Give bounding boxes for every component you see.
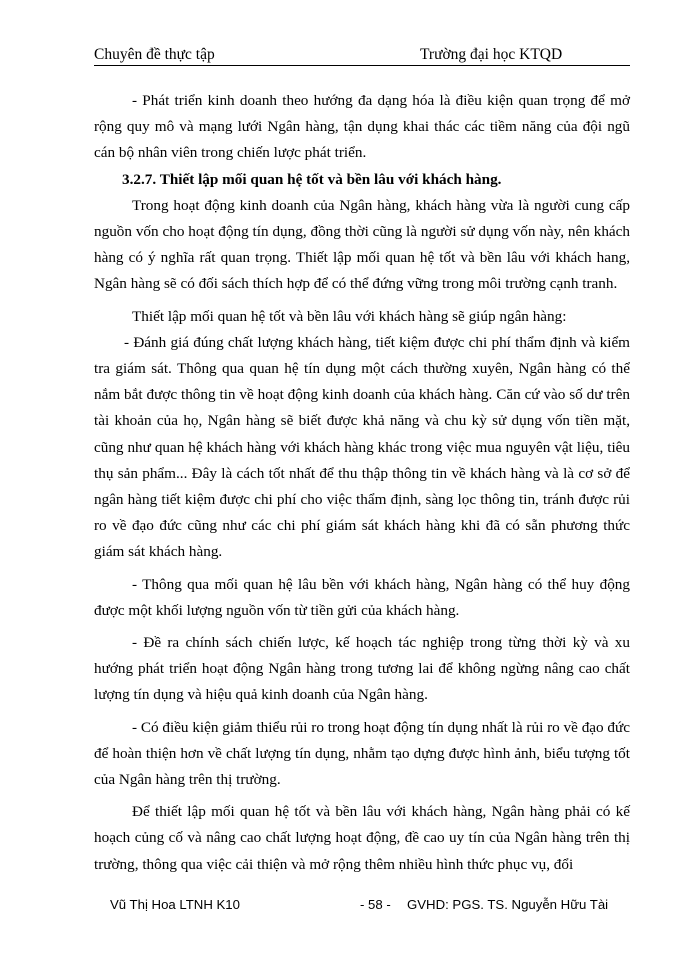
section-heading: 3.2.7. Thiết lập mối quan hệ tốt và bền lâu với khách hàng. bbox=[122, 170, 502, 188]
header-document-type: Chuyên đề thực tập bbox=[94, 46, 215, 63]
footer-author: Vũ Thị Hoa LTNH K10 bbox=[110, 897, 240, 912]
header-university: Trường đại học KTQD bbox=[420, 46, 563, 63]
paragraph-benefits-lead: Thiết lập mối quan hệ tốt và bền lâu với khách hàng sẽ giúp ngân hàng: bbox=[132, 307, 567, 325]
paragraph-benefit-mobilize: - Thông qua mối quan hệ lâu bền với khách hàng, Ngân hàng có thể huy động được một khối lượng nguồn vốn từ tiền gửi của khách hàng. bbox=[94, 575, 630, 619]
page-header bbox=[94, 44, 630, 66]
paragraph-benefit-evaluate: - Đánh giá đúng chất lượng khách hàng, tiết kiệm được chi phí thẩm định và kiểm tra giám sát. Thông qua quan hệ tín dụng một cách thường xuyên, Ngân hàng có thể nắm bắt được thông tin về hoạt động kinh doanh của khách hàng. Căn cứ vào số dư trên tài khoản của họ, Ngân hàng sẽ biết được khả năng và chu kỳ sử dụng vốn tiền mặt, cũng như quan hệ khách hàng với khách hàng khác trong việc mua nguyên vật liệu, tiêu thụ sản phẩm... Đây là cách tốt nhất để thu thập thông tin về khách hàng và là cơ sở để ngân hàng tiết kiệm được chi phí cho việc thẩm định, sàng lọc thông tin, tránh được rủi ro về đạo đức cũng như các chi phí giám sát khách hàng khi đã có sẵn phương thức giám sát khách hàng. bbox=[94, 333, 630, 561]
header-divider bbox=[94, 65, 630, 66]
paragraph-benefit-strategy: - Đề ra chính sách chiến lược, kế hoạch tác nghiệp trong từng thời kỳ và xu hướng phát triển hoạt động Ngân hàng trong tương lai để không ngừng nâng cao chất lượng tín dụng và hiệu quả kinh doanh của Ngân hàng. bbox=[94, 634, 630, 704]
page-footer bbox=[110, 897, 640, 919]
paragraph-benefit-risk: - Có điều kiện giảm thiểu rủi ro trong hoạt động tín dụng nhất là rủi ro về đạo đức để hoàn thiện hơn về chất lượng tín dụng, nhằm tạo dựng được hình ảnh, biểu tượng tốt của Ngân hàng trên thị trường. bbox=[94, 718, 630, 789]
paragraph-diversification: - Phát triển kinh doanh theo hướng đa dạng hóa là điều kiện quan trọng để mở rộng quy mô và mạng lưới Ngân hàng, tận dụng khai thác các tiềm năng của đội ngũ cán bộ nhân viên trong chiến lược phát triển. bbox=[94, 92, 630, 162]
page-body bbox=[94, 88, 630, 878]
footer-page-number: - 58 - bbox=[360, 897, 391, 912]
paragraph-intro: Trong hoạt động kinh doanh của Ngân hàng, khách hàng vừa là người cung cấp nguồn vốn cho hoạt động tín dụng, đồng thời cũng là người sử dụng vốn này, nên khách hàng có ý nghĩa rất quan trọng. Thiết lập mối quan hệ tốt và bền lâu với khách hang, Ngân hàng sẽ có đối sách thích hợp để có thể đứng vững trong môi trường cạnh tranh. bbox=[94, 196, 630, 293]
paragraph-conclusion: Để thiết lập mối quan hệ tốt và bền lâu với khách hàng, Ngân hàng phải có kế hoạch củng cố và nâng cao chất lượng hoạt động, đề cao uy tín của Ngân hàng trên thị trường, thông qua việc cải thiện và mở rộng thêm nhiều hình thức phục vụ, đổi bbox=[94, 803, 630, 873]
footer-advisor: GVHD: PGS. TS. Nguyễn Hữu Tài bbox=[407, 897, 609, 912]
